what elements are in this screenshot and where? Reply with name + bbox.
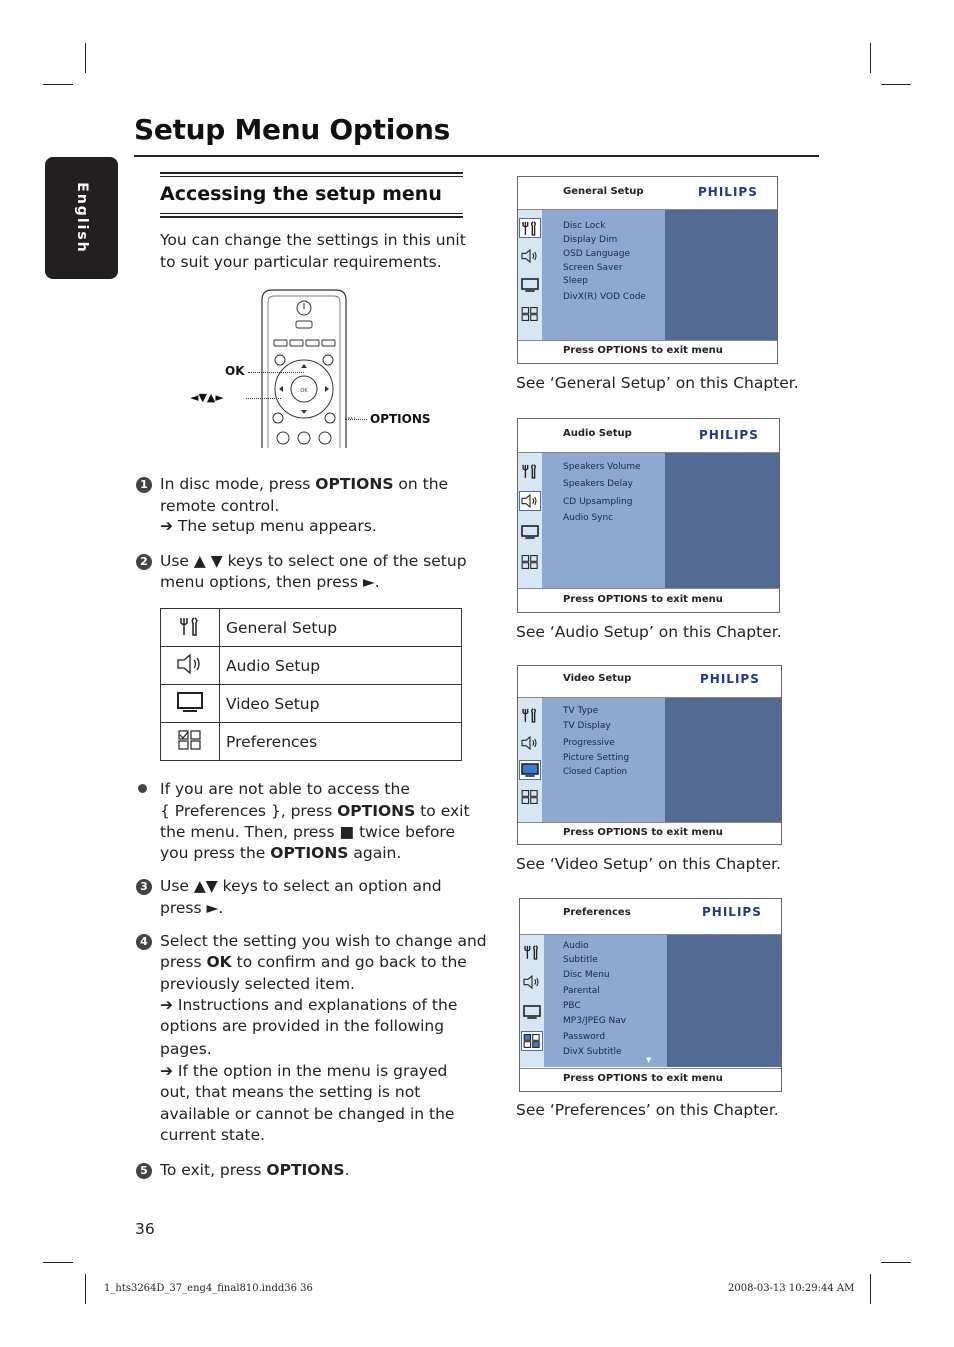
- crop-mark: [881, 1262, 911, 1263]
- philips-logo: PHILIPS: [699, 428, 759, 442]
- screen-caption: See ‘Preferences’ on this Chapter.: [516, 1101, 779, 1119]
- remote-ok-leader: [248, 372, 304, 373]
- bullet: [138, 784, 147, 793]
- audio-setup-screen: [517, 418, 780, 613]
- footer-timestamp: 2008-03-13 10:29:44 AM: [728, 1283, 855, 1294]
- step-2-line: menu options, then press ►.: [160, 573, 380, 591]
- general-setup-screen: [517, 176, 778, 364]
- menu-item: PBC: [563, 1001, 581, 1011]
- remote-ok-label: OK: [225, 364, 245, 378]
- step-4-line: current state.: [160, 1126, 266, 1144]
- note-line: the menu. Then, press ■ twice before: [160, 823, 455, 841]
- table-row: [161, 685, 462, 723]
- step-3-line: Use ▲▼ keys to select an option and: [160, 877, 442, 895]
- screen-caption: See ‘General Setup’ on this Chapter.: [516, 374, 799, 392]
- crop-mark: [85, 1274, 86, 1304]
- menu-item: Sleep: [563, 276, 589, 286]
- table-label: Audio Setup: [220, 647, 462, 685]
- crop-mark: [43, 84, 73, 85]
- philips-logo: PHILIPS: [702, 905, 762, 919]
- screen-footer-text: Press OPTIONS to exit menu: [563, 1073, 723, 1084]
- audio-setup-icon: [520, 247, 540, 265]
- preferences-icon: [522, 1032, 542, 1050]
- crop-mark: [881, 84, 911, 85]
- scroll-down-icon: ▼: [646, 1056, 652, 1064]
- step-1-text: In disc mode, press OPTIONS on the remote control.: [160, 475, 449, 515]
- menu-item: Subtitle: [563, 955, 598, 965]
- video-setup-screen: [517, 665, 782, 845]
- menu-item: OSD Language: [563, 249, 631, 259]
- audio-setup-icon: [522, 973, 542, 991]
- general-setup-icon: [520, 706, 540, 724]
- screen-header: [518, 419, 779, 453]
- menu-item: Screen Saver: [563, 263, 623, 273]
- remote-control-illustration: [250, 288, 355, 448]
- preferences-icon: [176, 729, 204, 751]
- step-4-line: Select the setting you wish to change and: [160, 932, 487, 950]
- step-4-line: press OK to confirm and go back to the: [160, 953, 467, 971]
- crop-mark: [870, 1274, 871, 1304]
- table-row: [161, 609, 462, 647]
- language-tab-label: English: [74, 182, 90, 254]
- screen-header: [518, 666, 781, 698]
- icon-cell: [161, 609, 220, 647]
- remote-options-label: OPTIONS: [370, 412, 431, 426]
- screen-caption: See ‘Audio Setup’ on this Chapter.: [516, 623, 782, 641]
- crop-mark: [85, 43, 86, 73]
- video-setup-icon: [520, 523, 540, 541]
- screen-footer-text: Press OPTIONS to exit menu: [563, 594, 723, 605]
- step-number: 1: [136, 477, 152, 493]
- screen-title: Audio Setup: [563, 428, 632, 439]
- menu-item: Display Dim: [563, 235, 618, 245]
- section-rule-bottom: [160, 213, 463, 214]
- general-setup-icon: [520, 462, 540, 480]
- screen-footer: [518, 822, 781, 844]
- video-setup-icon: [522, 1003, 542, 1021]
- step-5-text: To exit, press OPTIONS.: [160, 1161, 350, 1179]
- audio-setup-icon: [520, 492, 540, 510]
- menu-item: Disc Menu: [563, 970, 610, 980]
- video-setup-icon: [520, 761, 540, 779]
- step-4-line: options are provided in the following: [160, 1017, 445, 1035]
- table-row: [161, 647, 462, 685]
- menu-item: Audio Sync: [563, 513, 614, 523]
- remote-options-leader: [345, 419, 367, 420]
- step-4-line: previously selected item.: [160, 975, 355, 993]
- section-rule-bottom-thick: [160, 216, 463, 218]
- menu-item: Disc Lock: [563, 221, 606, 231]
- step-4-line: pages.: [160, 1040, 212, 1058]
- menu-item: CD Upsampling: [563, 497, 633, 507]
- step-1-result: ➔ The setup menu appears.: [160, 517, 377, 535]
- screen-footer: [518, 340, 777, 363]
- crop-mark: [870, 43, 871, 73]
- section-title: Accessing the setup menu: [160, 183, 442, 205]
- svg-text:OK: OK: [300, 388, 308, 394]
- menu-item: Progressive: [563, 738, 615, 748]
- remote-arrows-label: ◄▼▲►: [190, 391, 224, 404]
- menu-item: Password: [563, 1032, 606, 1042]
- menu-item: Parental: [563, 986, 600, 996]
- general-setup-icon: [177, 615, 203, 637]
- note-line: { Preferences }, press OPTIONS to exit: [160, 802, 470, 820]
- menu-item: MP3/JPEG Nav: [563, 1016, 627, 1026]
- menu-item: Audio: [563, 941, 589, 951]
- screen-footer: [518, 588, 779, 612]
- screen-footer: [520, 1068, 781, 1091]
- menu-item: Speakers Delay: [563, 479, 633, 489]
- screen-option-panel: [665, 698, 781, 822]
- table-row: [161, 723, 462, 761]
- step-number: 4: [136, 934, 152, 950]
- step-4-line: ➔ If the option in the menu is grayed: [160, 1062, 448, 1080]
- note-line: you press the OPTIONS again.: [160, 844, 402, 862]
- table-label: Video Setup: [220, 685, 462, 723]
- note-line: If you are not able to access the: [160, 780, 410, 798]
- philips-logo: PHILIPS: [700, 672, 760, 686]
- menu-item: Closed Caption: [563, 767, 628, 777]
- general-setup-icon: [520, 219, 540, 237]
- screen-header: [520, 899, 781, 935]
- section-intro: You can change the settings in this unit to suit your particular requirements.: [160, 231, 466, 271]
- title-rule: [134, 155, 819, 157]
- table-label: Preferences: [220, 723, 462, 761]
- philips-logo: PHILIPS: [698, 185, 758, 199]
- screen-caption: See ‘Video Setup’ on this Chapter.: [516, 855, 782, 873]
- screen-title: Preferences: [563, 907, 631, 918]
- remote-arrows-leader: [246, 398, 281, 399]
- menu-item: TV Display: [563, 721, 611, 731]
- footer-file: 1_hts3264D_37_eng4_final810.indd36 36: [104, 1283, 313, 1294]
- video-setup-icon: [175, 691, 205, 713]
- step-2-line: Use ▲ ▼ keys to select one of the setup: [160, 552, 467, 570]
- table-label: General Setup: [220, 609, 462, 647]
- page-number: 36: [135, 1220, 155, 1238]
- section-rule-top: [160, 172, 463, 174]
- screen-option-panel: [665, 453, 779, 588]
- audio-setup-icon: [520, 734, 540, 752]
- menu-item: TV Type: [563, 706, 599, 716]
- screen-footer-text: Press OPTIONS to exit menu: [563, 827, 723, 838]
- icon-cell: [161, 647, 220, 685]
- step-4-line: available or cannot be changed in the: [160, 1105, 455, 1123]
- screen-option-panel: [667, 935, 781, 1067]
- screen-footer-text: Press OPTIONS to exit menu: [563, 345, 723, 356]
- screen-header: [518, 177, 777, 210]
- menu-item: Speakers Volume: [563, 462, 641, 472]
- step-number: 2: [136, 554, 152, 570]
- setup-menu-table: [160, 608, 462, 761]
- section-rule-top-thin: [160, 176, 463, 177]
- step-number: 3: [136, 879, 152, 895]
- preferences-screen: [519, 898, 782, 1092]
- screen-option-panel: [665, 210, 777, 340]
- preferences-icon: [520, 305, 540, 323]
- icon-cell: [161, 685, 220, 723]
- video-setup-icon: [520, 276, 540, 294]
- step-4-line: ➔ Instructions and explanations of the: [160, 996, 458, 1014]
- screen-title: Video Setup: [563, 673, 632, 684]
- step-3-line: press ►.: [160, 899, 224, 917]
- preferences-icon: [520, 788, 540, 806]
- icon-cell: [161, 723, 220, 761]
- menu-item: Picture Setting: [563, 753, 630, 763]
- menu-item: DivX Subtitle: [563, 1047, 622, 1057]
- menu-item: DivX(R) VOD Code: [563, 292, 646, 302]
- audio-setup-icon: [175, 653, 205, 675]
- step-4-line: out, that means the setting is not: [160, 1083, 421, 1101]
- general-setup-icon: [522, 943, 542, 961]
- page-title: Setup Menu Options: [134, 113, 450, 146]
- screen-title: General Setup: [563, 186, 644, 197]
- crop-mark: [43, 1262, 73, 1263]
- step-number: 5: [136, 1163, 152, 1179]
- preferences-icon: [520, 553, 540, 571]
